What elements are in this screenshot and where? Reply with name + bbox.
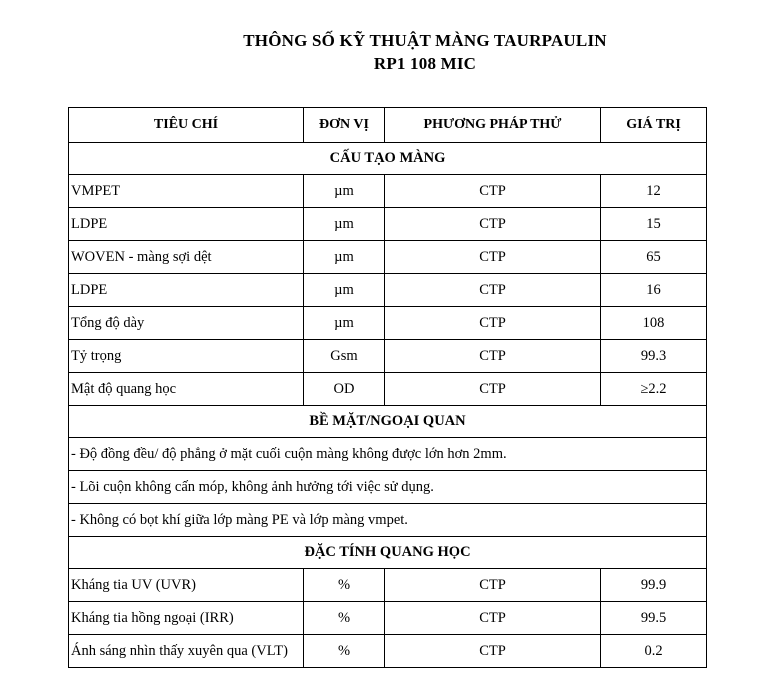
unit-cell: % <box>304 569 385 602</box>
value-cell: 99.3 <box>601 340 707 373</box>
method-cell: CTP <box>385 208 601 241</box>
unit-cell: µm <box>304 307 385 340</box>
header-criteria: TIÊU CHÍ <box>69 108 304 143</box>
note-text: - Độ đồng đều/ độ phẳng ở mặt cuối cuộn màng không được lớn hơn 2mm. <box>69 438 707 471</box>
unit-cell: Gsm <box>304 340 385 373</box>
method-cell: CTP <box>385 274 601 307</box>
method-cell: CTP <box>385 602 601 635</box>
method-cell: CTP <box>385 340 601 373</box>
value-cell: 99.9 <box>601 569 707 602</box>
criteria-cell: Tổng độ dày <box>69 307 304 340</box>
criteria-cell: VMPET <box>69 175 304 208</box>
section-title: BỀ MẶT/NGOẠI QUAN <box>69 406 707 438</box>
table-row <box>69 569 707 602</box>
criteria-cell: Kháng tia hồng ngoại (IRR) <box>69 602 304 635</box>
method-cell: CTP <box>385 373 601 406</box>
method-cell: CTP <box>385 307 601 340</box>
table-row <box>69 373 707 406</box>
document-title: THÔNG SỐ KỸ THUẬT MÀNG TAURPAULIN <box>243 31 607 50</box>
unit-cell: OD <box>304 373 385 406</box>
value-cell: 99.5 <box>601 602 707 635</box>
section-optical <box>69 537 707 569</box>
value-cell: 108 <box>601 307 707 340</box>
table-row <box>69 635 707 668</box>
criteria-cell: Kháng tia UV (UVR) <box>69 569 304 602</box>
document-subtitle: RP1 108 MIC <box>373 54 477 73</box>
table-row <box>69 602 707 635</box>
method-cell: CTP <box>385 241 601 274</box>
table-row <box>69 340 707 373</box>
value-cell: 12 <box>601 175 707 208</box>
value-cell: 0.2 <box>601 635 707 668</box>
criteria-cell: WOVEN - màng sợi dệt <box>69 241 304 274</box>
value-cell: ≥2.2 <box>601 373 707 406</box>
unit-cell: % <box>304 635 385 668</box>
criteria-cell: LDPE <box>69 274 304 307</box>
unit-cell: µm <box>304 208 385 241</box>
note-row <box>69 438 707 471</box>
value-cell: 16 <box>601 274 707 307</box>
value-cell: 15 <box>601 208 707 241</box>
header-unit: ĐƠN VỊ <box>304 108 385 143</box>
method-cell: CTP <box>385 569 601 602</box>
method-cell: CTP <box>385 175 601 208</box>
note-text: - Không có bọt khí giữa lớp màng PE và lớp màng vmpet. <box>69 504 707 537</box>
header-value: GIÁ TRỊ <box>601 108 707 143</box>
table-row <box>69 175 707 208</box>
unit-cell: µm <box>304 175 385 208</box>
note-text: - Lõi cuộn không cấn móp, không ảnh hưởng tới việc sử dụng. <box>69 471 707 504</box>
unit-cell: µm <box>304 274 385 307</box>
table-row <box>69 274 707 307</box>
section-title: ĐẶC TÍNH QUANG HỌC <box>69 537 707 569</box>
criteria-cell: Mật độ quang học <box>69 373 304 406</box>
criteria-cell: LDPE <box>69 208 304 241</box>
unit-cell: % <box>304 602 385 635</box>
note-row <box>69 504 707 537</box>
section-surface <box>69 406 707 438</box>
table-row <box>69 208 707 241</box>
header-row <box>69 108 707 143</box>
value-cell: 65 <box>601 241 707 274</box>
table-row <box>69 307 707 340</box>
unit-cell: µm <box>304 241 385 274</box>
section-structure <box>69 143 707 175</box>
spec-table <box>68 107 707 668</box>
table-row <box>69 241 707 274</box>
note-row <box>69 471 707 504</box>
method-cell: CTP <box>385 635 601 668</box>
criteria-cell: Tỷ trọng <box>69 340 304 373</box>
section-title: CẤU TẠO MÀNG <box>69 143 707 175</box>
header-test-method: PHƯƠNG PHÁP THỬ <box>385 108 601 143</box>
criteria-cell: Ánh sáng nhìn thấy xuyên qua (VLT) <box>69 635 304 668</box>
